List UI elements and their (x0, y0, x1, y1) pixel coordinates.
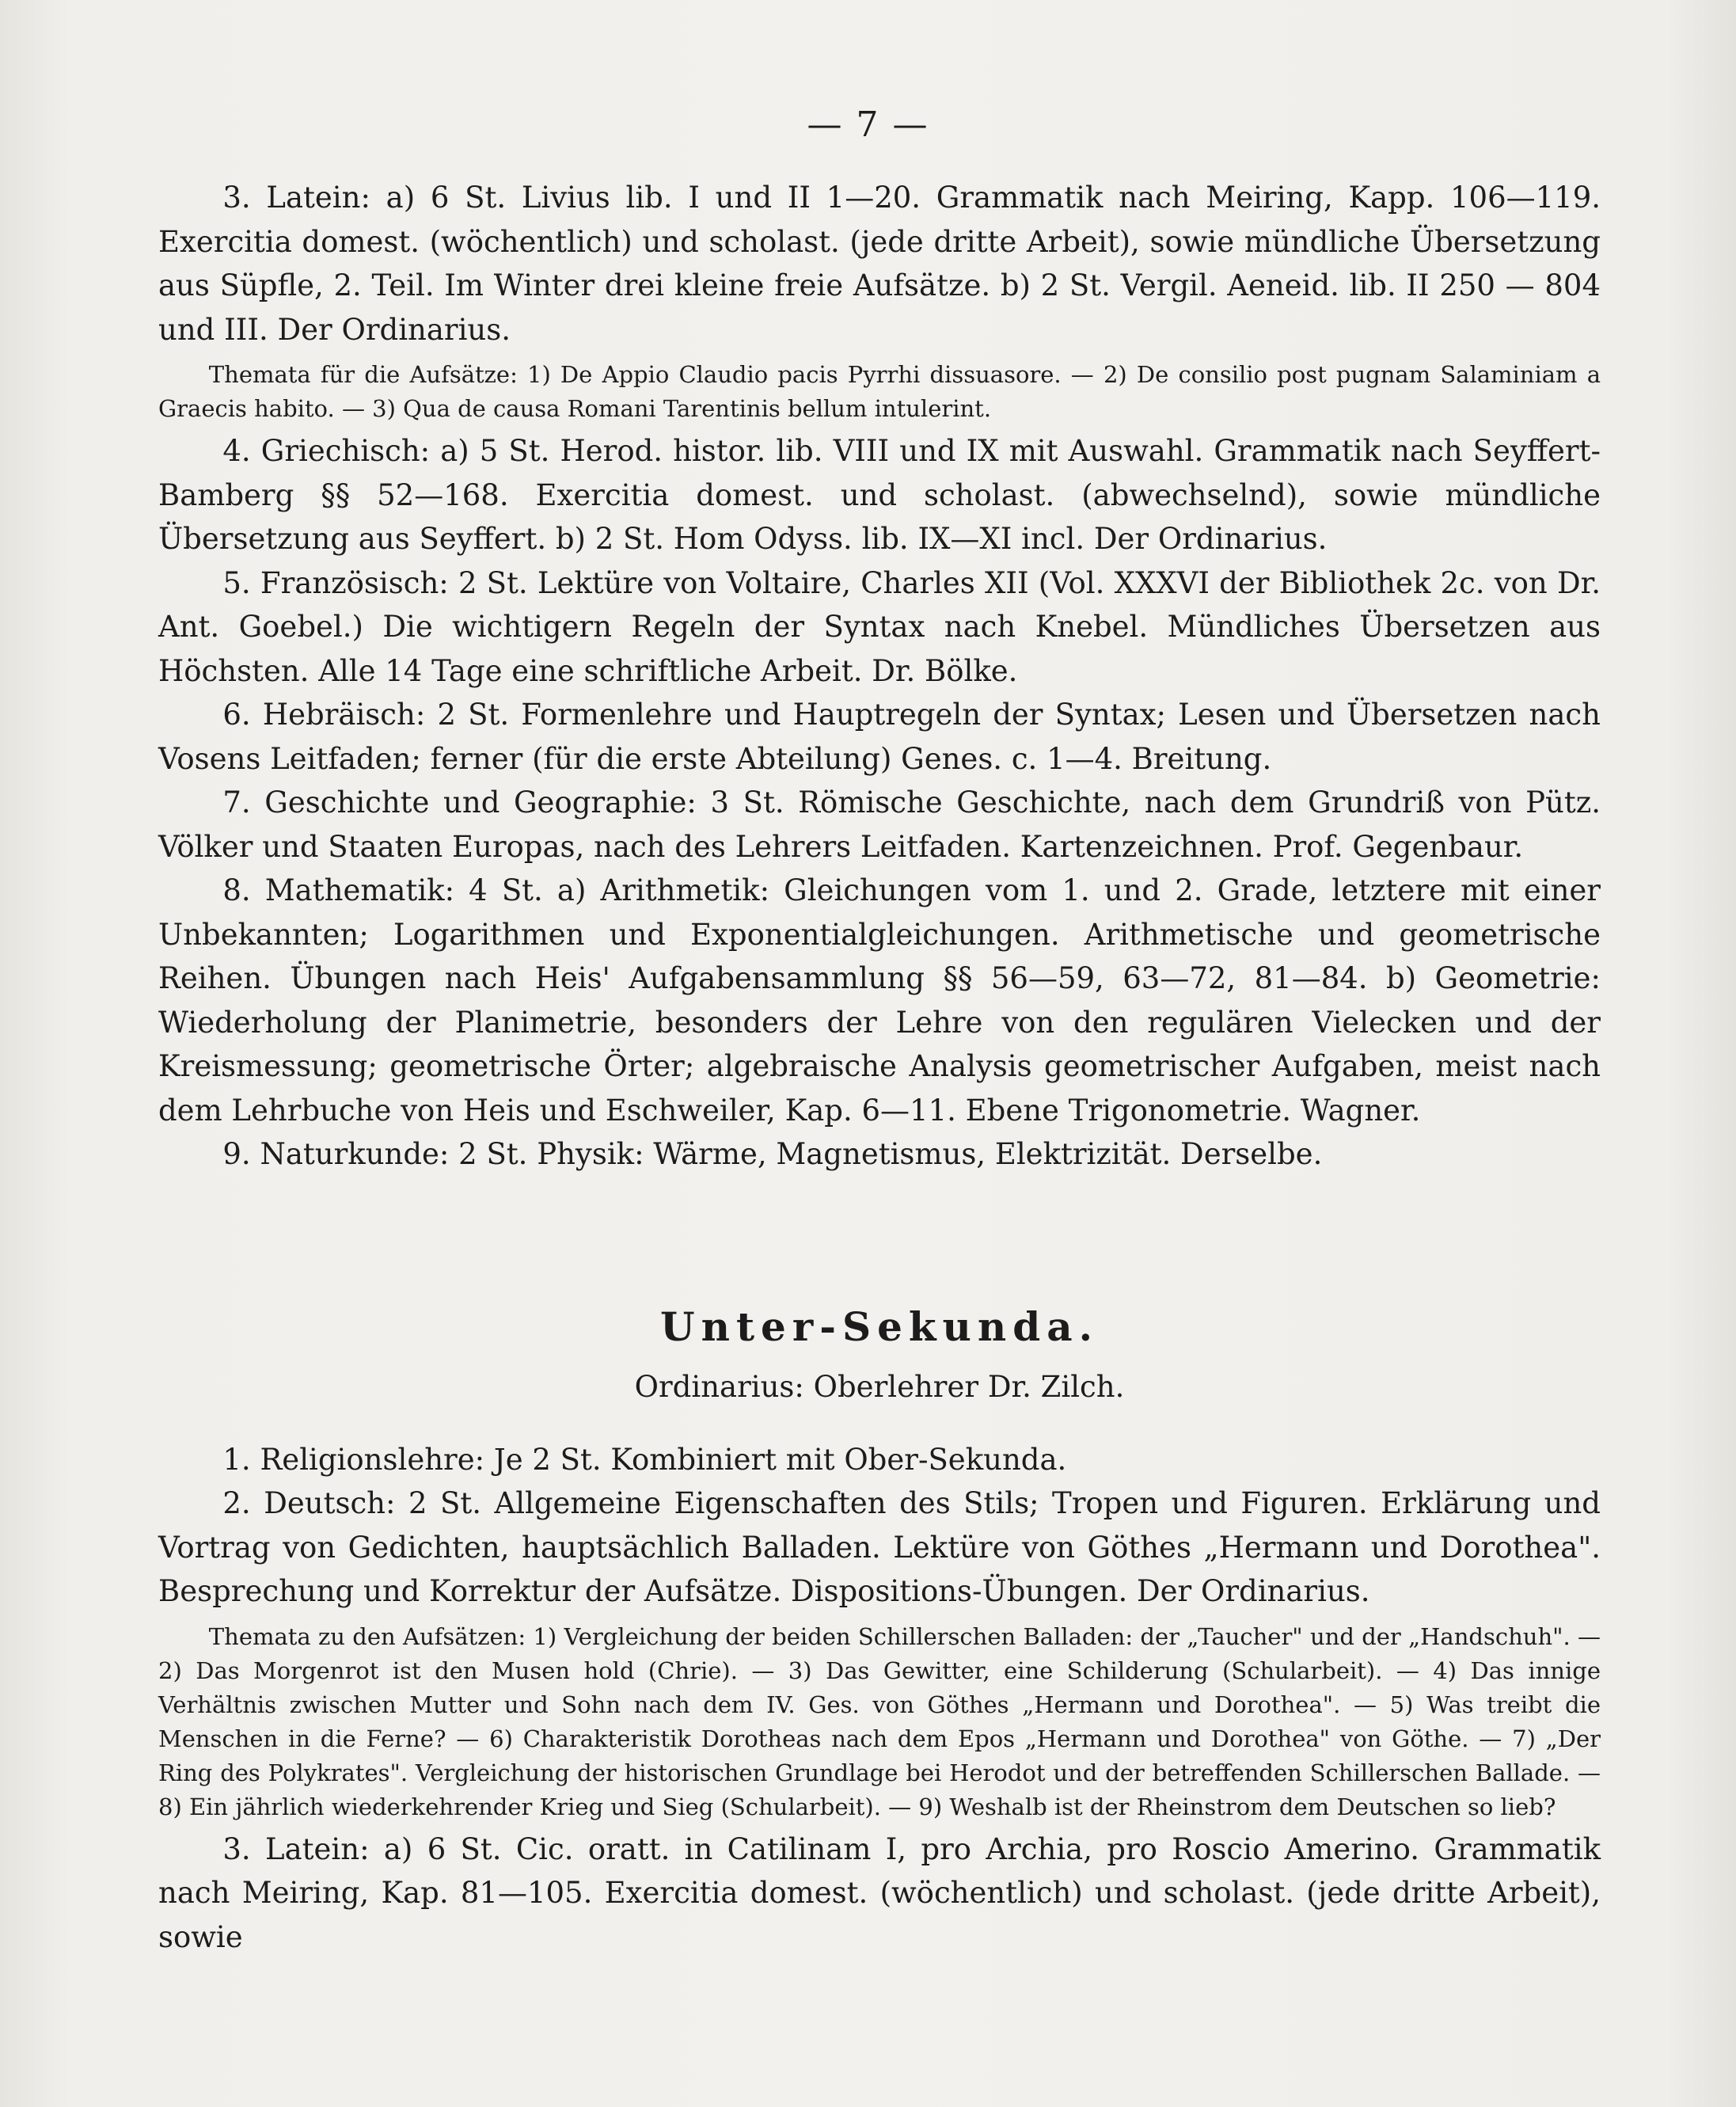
paragraph-hebraeisch: 6. Hebräisch: 2 St. Formenlehre und Hauptregeln der Syntax; Lesen und Übersetzen nach Vosens Leitfaden; ferner (für die erste Abteilung) Genes. c. 1—4. Breitung. (158, 698, 1601, 776)
paragraph-latein-untersekunda: 3. Latein: a) 6 St. Cic. oratt. in Catilinam I, pro Archia, pro Roscio Amerino. Grammatik nach Meiring, Kap. 81—105. Exercitia domest. (wöchentlich) und scholast. (jede dritte Arbeit), sowie (158, 1831, 1601, 1954)
paragraph-religionslehre: 1. Religionslehre: Je 2 St. Kombiniert mit Ober-Sekunda. (222, 1442, 1067, 1477)
page-body (158, 176, 1601, 1959)
paragraph-latein-obersekunda: 3. Latein: a) 6 St. Livius lib. I und II 1—20. Grammatik nach Meiring, Kapp. 106—119. Exercitia domest. (wöchentlich) und scholast. (jede dritte Arbeit), sowie mündliche Übersetzung aus Süpfle, 2. Teil. Im Winter drei kleine freie Aufsätze. b) 2 St. Vergil. Aeneid. lib. II 250 — 804 und III. Der Ordinarius. (158, 181, 1601, 347)
paragraph-naturkunde: 9. Naturkunde: 2 St. Physik: Wärme, Magnetismus, Elektrizität. Derselbe. (222, 1137, 1323, 1171)
paragraph-deutsch: 2. Deutsch: 2 St. Allgemeine Eigenschaften des Stils; Tropen und Figuren. Erklärung und Vortrag von Gedichten, hauptsächlich Balladen. Lektüre von Göthes „Hermann und Dorothea". Besprechung und Korrektur der Aufsätze. Dispositions-Übungen. Der Ordinarius. (158, 1486, 1601, 1608)
paragraph-themata-deutsch: Themata zu den Aufsätzen: 1) Vergleichung der beiden Schillerschen Balladen: der „Taucher" und der „Handschuh". — 2) Das Morgenrot ist den Musen hold (Chrie). — 3) Das Gewitter, eine Schilderung (Schularbeit). — 4) Das innige Verhältnis zwischen Mutter und Sohn nach dem IV. Ges. von Göthes „Hermann und Dorothea". — 5) Was treibt die Menschen in die Ferne? — 6) Charakteristik Dorotheas nach dem Epos „Hermann und Dorothea" von Göthe. — 7) „Der Ring des Polykrates". Vergleichung der historischen Grundlage bei Herodot und der betreffenden Schillerschen Ballade. — 8) Ein jährlich wiederkehrender Krieg und Sieg (Schularbeit). — 9) Weshalb ist der Rheinstrom dem Deutschen so lieb? (158, 1622, 1601, 1820)
section-heading: Unter-Sekunda. (660, 1303, 1099, 1350)
paragraph-themata-latein: Themata für die Aufsätze: 1) De Appio Claudio pacis Pyrrhi dissuasore. — 2) De consilio post pugnam Salaminiam a Graecis habito. — 3) Qua de causa Romani Tarentinis bellum intulerint. (158, 361, 1601, 422)
paragraph-griechisch: 4. Griechisch: a) 5 St. Herod. histor. lib. VIII und IX mit Auswahl. Grammatik nach Seyffert-Bamberg §§ 52—168. Exercitia domest. und scholast. (abwechselnd), sowie mündliche Übersetzung aus Seyffert. b) 2 St. Hom Odyss. lib. IX—XI incl. Der Ordinarius. (158, 434, 1601, 556)
paragraph-geschichte: 7. Geschichte und Geographie: 3 St. Römische Geschichte, nach dem Grundriß von Pütz. Völker und Staaten Europas, nach des Lehrers Leitfaden. Kartenzeichnen. Prof. Gegenbaur. (158, 785, 1601, 864)
section-ordinarius: Ordinarius: Oberlehrer Dr. Zilch. (634, 1369, 1125, 1404)
paragraph-franzoesisch: 5. Französisch: 2 St. Lektüre von Voltaire, Charles XII (Vol. XXXVI der Bibliothek 2c. von Dr. Ant. Goebel.) Die wichtigern Regeln der Syntax nach Knebel. Mündliches Übersetzen aus Höchsten. Alle 14 Tage eine schriftliche Arbeit. Dr. Bölke. (158, 565, 1601, 688)
page-number: — 7 — (807, 105, 929, 145)
paragraph-mathematik: 8. Mathematik: 4 St. a) Arithmetik: Gleichungen vom 1. und 2. Grade, letztere mit einer Unbekannten; Logarithmen und Exponentialgleichungen. Arithmetische und geometrische Reihen. Übungen nach Heis' Aufgabensammlung §§ 56—59, 63—72, 81—84. b) Geometrie: Wiederholung der Planimetrie, besonders der Lehre von den regulären Vielecken und der Kreismessung; geometrische Örter; algebraische Analysis geometrischer Aufgaben, meist nach dem Lehrbuche von Heis und Eschweiler, Kap. 6—11. Ebene Trigonometrie. Wagner. (158, 873, 1601, 1128)
section-spacer (158, 1177, 1601, 1302)
